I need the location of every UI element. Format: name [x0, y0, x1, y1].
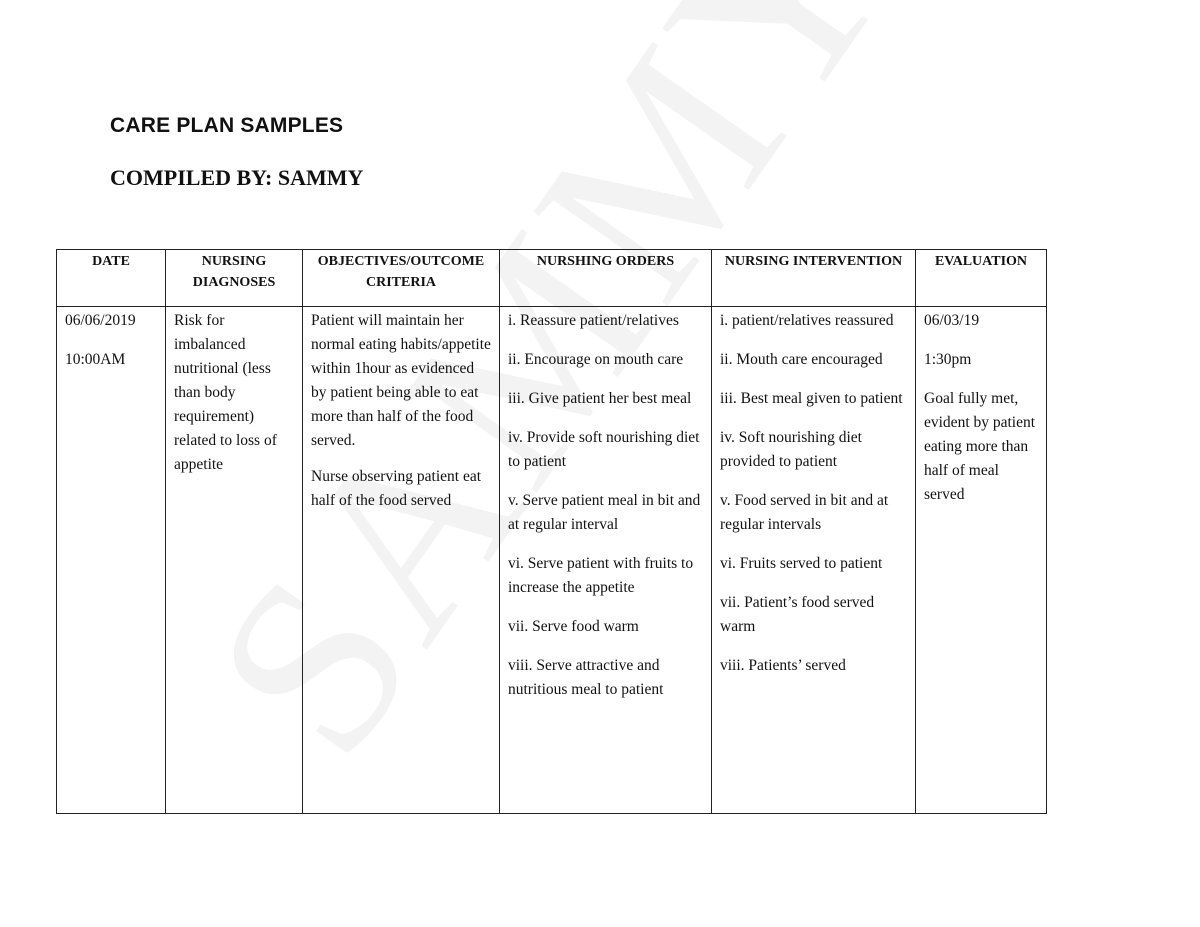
- order-item: vii. Serve food warm: [508, 618, 639, 635]
- orders-cell: [500, 307, 712, 814]
- care-plan-table: [56, 249, 1047, 814]
- order-item: vi. Serve patient with fruits to increase the appetite: [508, 555, 694, 596]
- table-row: [57, 307, 1047, 814]
- intervention-item: viii. Patients’ served: [720, 657, 846, 674]
- interventions-cell: [712, 307, 916, 814]
- intervention-item: vii. Patient’s food served warm: [720, 594, 875, 635]
- intervention-item: v. Food served in bit and at regular intervals: [720, 492, 889, 533]
- table-header-row: [57, 250, 1047, 307]
- header-nursing-orders: NURSHING ORDERS: [500, 250, 712, 307]
- header-evaluation: EVALUATION: [916, 250, 1047, 307]
- header-nursing-intervention: NURSING INTERVENTION: [712, 250, 916, 307]
- evaluation-text: Goal fully met, evident by patient eating more than half of meal served: [924, 390, 1036, 503]
- evaluation-cell: [916, 307, 1047, 814]
- outcome-text: Nurse observing patient eat half of the food served: [311, 468, 482, 509]
- header-date: DATE: [57, 250, 166, 307]
- order-item: v. Serve patient meal in bit and at regular interval: [508, 492, 701, 533]
- intervention-item: iii. Best meal given to patient: [720, 390, 903, 407]
- order-item: ii. Encourage on mouth care: [508, 351, 684, 368]
- diagnoses-cell: [166, 307, 303, 814]
- header-nursing-diagnoses: NURSING DIAGNOSES: [166, 250, 303, 307]
- intervention-item: iv. Soft nourishing diet provided to patient: [720, 429, 862, 470]
- intervention-item: ii. Mouth care encouraged: [720, 351, 883, 368]
- objective-text: Patient will maintain her normal eating habits/appetite within 1hour as evidenced by patient being able to eat more than half of the food served.: [311, 312, 491, 449]
- objectives-cell: [303, 307, 500, 814]
- header-objectives: OBJECTIVES/OUTCOME CRITERIA: [303, 250, 500, 307]
- intervention-item: i. patient/relatives reassured: [720, 312, 894, 329]
- diagnosis-text: Risk for imbalanced nutritional (less than body requirement) related to loss of appetite: [174, 312, 277, 473]
- date-cell: [57, 307, 166, 814]
- intervention-item: vi. Fruits served to patient: [720, 555, 883, 572]
- order-item: viii. Serve attractive and nutritious meal to patient: [508, 657, 664, 698]
- date-value: 06/06/2019: [65, 312, 136, 329]
- evaluation-date: 06/03/19: [924, 312, 980, 329]
- document-title: CARE PLAN SAMPLES: [110, 114, 344, 137]
- time-value: 10:00AM: [65, 351, 126, 368]
- compiled-by-heading: COMPILED BY: SAMMY: [110, 165, 364, 190]
- order-item: iv. Provide soft nourishing diet to patient: [508, 429, 700, 470]
- order-item: iii. Give patient her best meal: [508, 390, 692, 407]
- order-item: i. Reassure patient/relatives: [508, 312, 679, 329]
- evaluation-time: 1:30pm: [924, 351, 972, 368]
